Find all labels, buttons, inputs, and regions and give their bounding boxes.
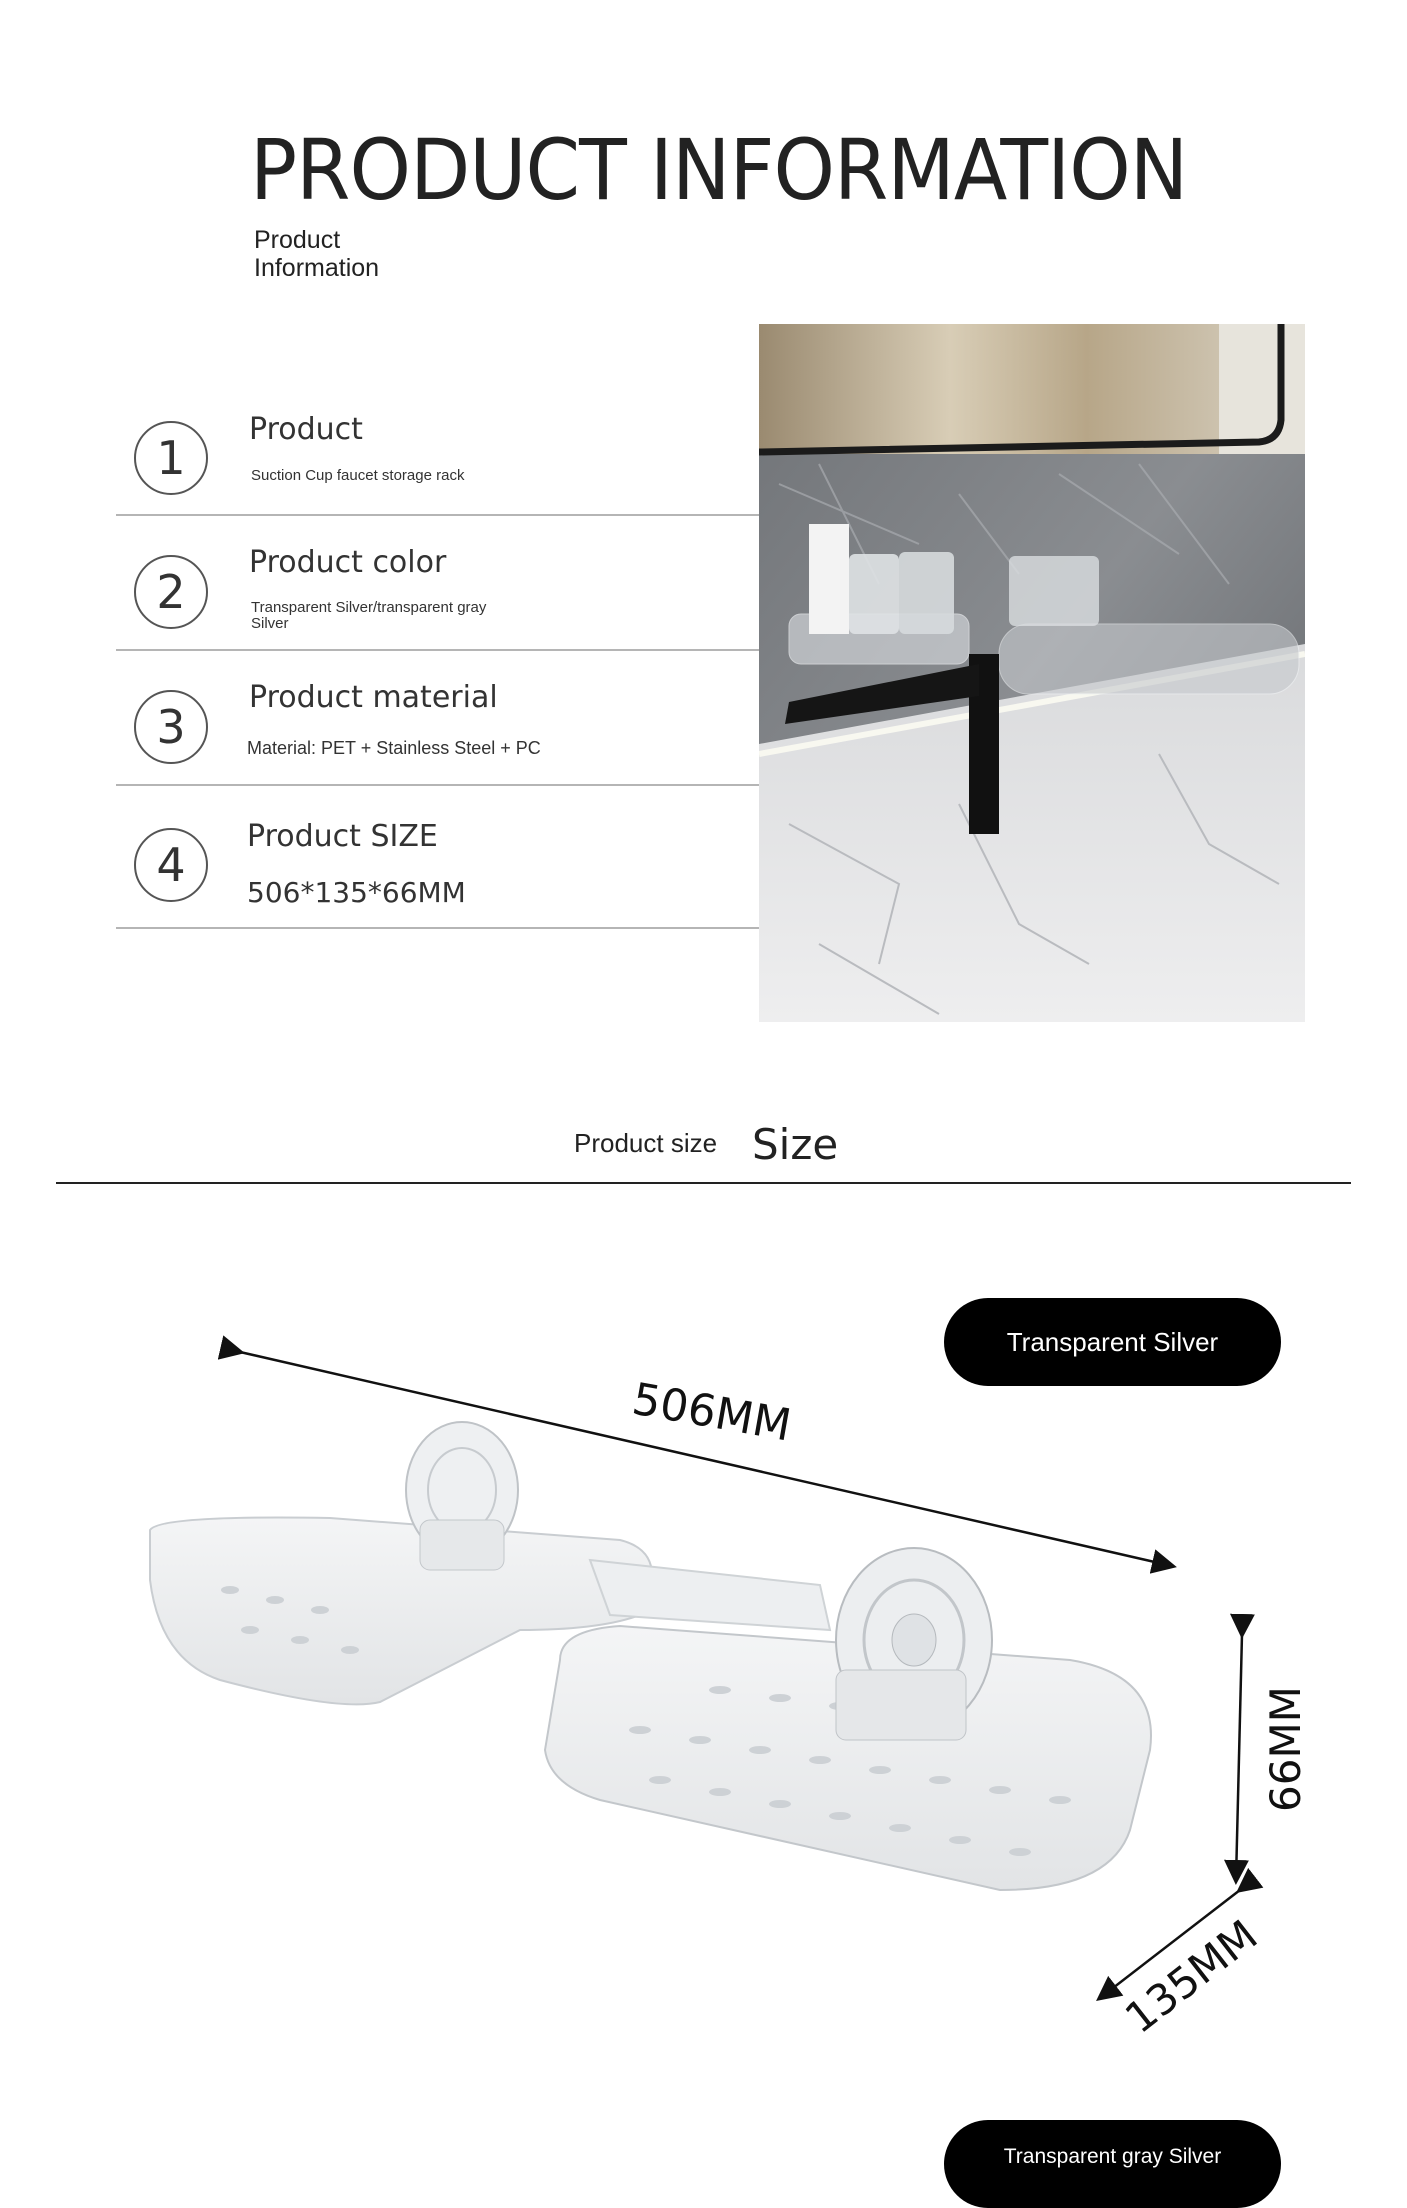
divider [116, 784, 760, 786]
bathroom-product-photo [759, 324, 1305, 1022]
height-label: 66MM [1261, 1686, 1310, 1812]
number-badge: 4 [134, 828, 208, 902]
height-arrow [1236, 1634, 1242, 1880]
subtitle-line-2: Information [254, 254, 380, 282]
subtitle-line-1: Product [254, 226, 341, 254]
info-label: Product SIZE [247, 819, 438, 854]
info-value-line-1: Transparent Silver/transparent gray [251, 599, 487, 616]
length-label: 506MM [628, 1373, 795, 1452]
suction-cup-left [406, 1422, 518, 1570]
size-section-label: Product size [574, 1128, 718, 1158]
info-label: Product [249, 412, 363, 447]
number-badge: 3 [134, 690, 208, 764]
info-value: Material: PET + Stainless Steel + PC [247, 738, 541, 758]
size-section-heading: Size [752, 1120, 839, 1169]
depth-label: 135MM [1115, 1910, 1267, 2043]
info-label: Product color [249, 545, 447, 580]
number-badge: 1 [134, 421, 208, 495]
page-title: PRODUCT INFORMATION [250, 121, 1188, 219]
divider [116, 927, 760, 929]
variant-badge-transparent-gray-silver: Transparent gray Silver [944, 2120, 1281, 2208]
section-divider [56, 1182, 1351, 1184]
info-value-line-2: Silver [251, 615, 289, 632]
info-label: Product material [249, 680, 498, 715]
divider [116, 649, 760, 651]
number-badge: 2 [134, 555, 208, 629]
info-value: 506*135*66MM [247, 876, 466, 909]
info-value: Suction Cup faucet storage rack [251, 467, 465, 484]
info-value [251, 600, 511, 632]
variant-badge-transparent-silver: Transparent Silver [944, 1298, 1281, 1386]
product-dimension-diagram [0, 1330, 1407, 2130]
page-subtitle [254, 226, 454, 282]
divider [116, 514, 760, 516]
